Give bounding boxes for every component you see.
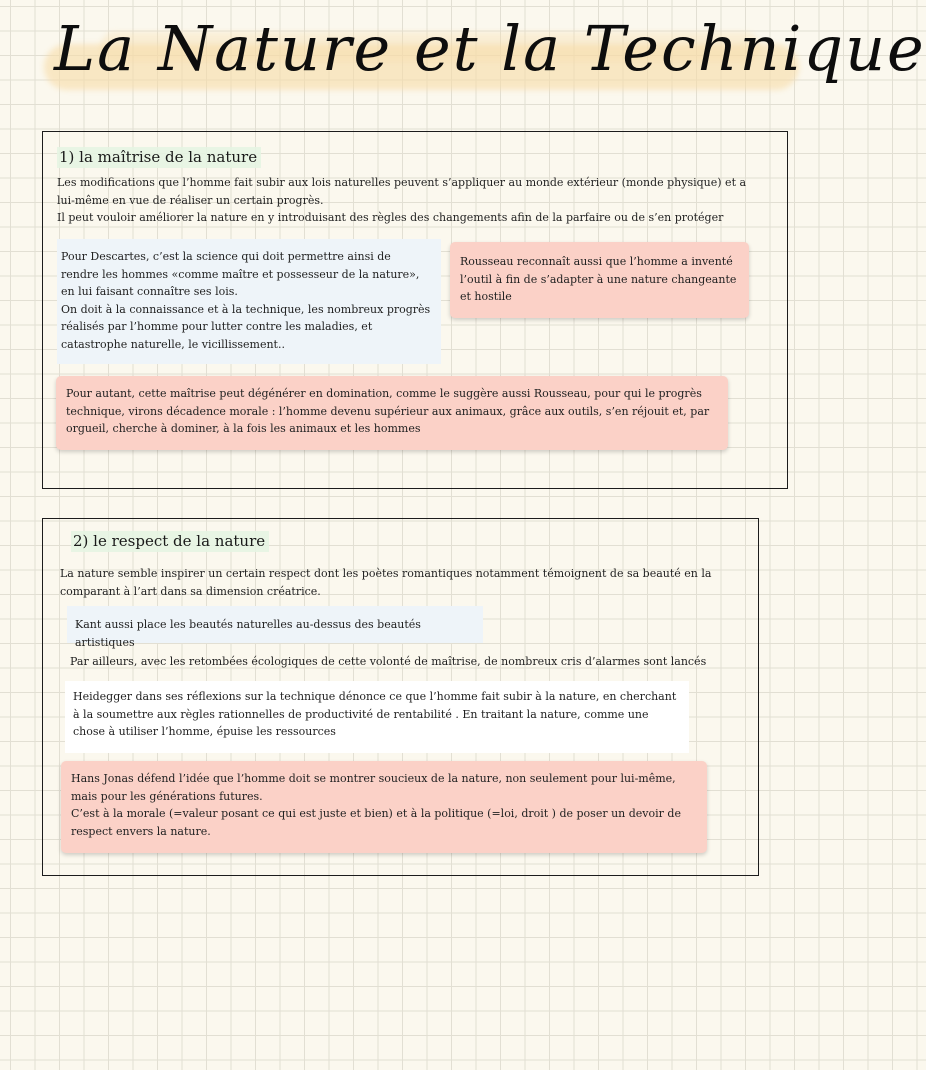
kant-text: Kant aussi place les beautés naturelles au-dessus des beautés artistiques	[75, 618, 421, 649]
intro-paragraph: La nature semble inspirer un certain respect dont les poètes romantiques notamment témoignent de sa beauté en la comparant à l’art dans sa dimension créatrice.	[60, 567, 712, 598]
descartes-paragraph-2: On doit à la connaissance et à la technique, les nombreux progrès réalisés par l’homme pour lutter contre les maladies, et catastrophe naturelle, le vicillissement..	[61, 302, 431, 351]
section-heading	[57, 148, 261, 166]
section-respect-of-nature	[42, 518, 759, 876]
heidegger-text: Heidegger dans ses réflexions sur la technique dénonce ce que l’homme fait subir à la nature, en cherchant à la soumettre aux règles rationnelles de productivité de rentabilité . En traitant la nature, comme une chose à utiliser l’homme, épuise les ressources	[73, 690, 677, 738]
section-heading-text: 1) la maîtrise de la nature	[57, 147, 261, 168]
ecology-paragraph: Par ailleurs, avec les retombées écologiques de cette volonté de maîtrise, de nombreux cris d’alarmes sont lancés	[70, 655, 707, 668]
page-title: La Nature et la Technique	[54, 12, 926, 85]
jonas-paragraph-2: C’est à la morale (=valeur posant ce qui est juste et bien) et à la politique (=loi, droit ) de poser un devoir de respect envers la nature.	[71, 807, 681, 838]
intro-paragraph-2: Il peut vouloir améliorer la nature en y introduisant des règles des changements afin de la parfaire ou de s’en protéger	[57, 211, 724, 224]
title-area	[40, 4, 926, 104]
rousseau-box	[450, 242, 749, 318]
jonas-paragraph-1: Hans Jonas défend l’idée que l’homme doit se montrer soucieux de la nature, non seulement pour lui-même, mais pour les générations futures.	[71, 772, 676, 803]
rousseau-text: Rousseau reconnaît aussi que l’homme a inventé l’outil à fin de s’adapter à une nature changeante et hostile	[460, 255, 737, 303]
section-heading	[71, 532, 269, 550]
section-mastery-of-nature	[42, 131, 788, 489]
jonas-box	[61, 761, 707, 853]
section-heading-text: 2) le respect de la nature	[71, 531, 269, 552]
heidegger-box	[65, 681, 689, 753]
descartes-box	[57, 239, 441, 364]
domination-text: Pour autant, cette maîtrise peut dégénérer en domination, comme le suggère aussi Rousseau, pour qui le progrès technique, virons décadence morale : l’homme devenu supérieur aux animaux, grâce aux outils, s’en réjouit et, par orgueil, cherche à dominer, à la fois les animaux et les hommes	[66, 387, 710, 435]
intro-paragraph-1: Les modifications que l’homme fait subir aux lois naturelles peuvent s’appliquer au monde extérieur (monde physique) et a lui-même en vue de réaliser un certain progrès.	[57, 176, 747, 207]
domination-box	[56, 376, 728, 450]
descartes-paragraph-1: Pour Descartes, c’est la science qui doit permettre ainsi de rendre les hommes «comme maître et possesseur de la nature», en lui faisant connaître ses lois.	[61, 250, 420, 298]
kant-box	[67, 606, 483, 649]
